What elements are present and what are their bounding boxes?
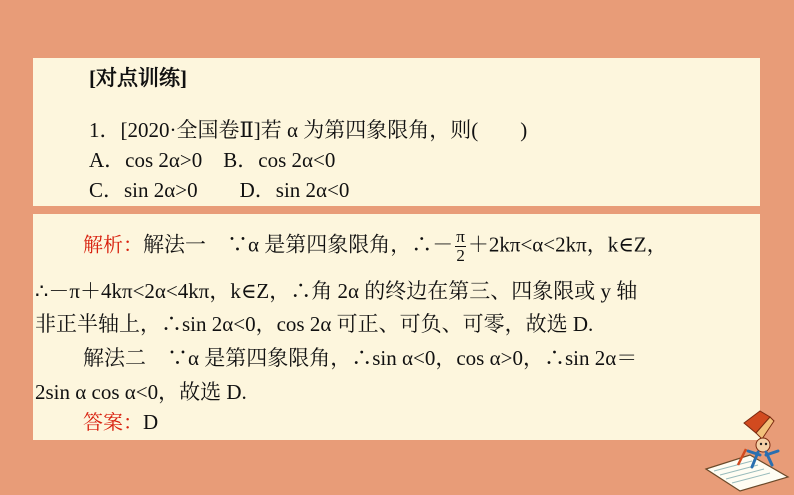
solution-line-3: 非正半轴上，∴sin 2α<0，cos 2α 可正、可负、可零，故选 D. <box>35 312 594 336</box>
solution-line-5: 2sin α cos α<0，故选 D. <box>35 380 247 404</box>
answer-label: 答案： <box>83 410 143 434</box>
fraction-numerator: π <box>456 227 465 246</box>
question-stem: 1．[2020·全国卷Ⅱ]若 α 为第四象限角，则( ) <box>89 118 528 142</box>
options-cd: C．sin 2α>0 D．sin 2α<0 <box>89 178 350 202</box>
answer-value: D <box>143 410 159 434</box>
method1-lead: 解法一 ∵α 是第四象限角，∴－ <box>143 232 454 257</box>
pencil-figure-decoration <box>700 405 790 493</box>
pi-over-2-fraction <box>455 228 466 265</box>
section-heading: [对点训练] <box>89 66 187 90</box>
options-ab: A．cos 2α>0 B．cos 2α<0 <box>89 148 336 172</box>
question-panel <box>33 58 760 206</box>
solution-line-4: 解法二 ∵α 是第四象限角，∴sin α<0，cos α>0，∴sin 2α＝ <box>83 346 638 370</box>
method1-tail: ＋2kπ<α<2kπ，k∈Z， <box>467 232 668 257</box>
answer-line <box>83 408 760 436</box>
solution-line-1 <box>83 228 754 265</box>
solution-panel <box>33 214 760 440</box>
notebook-icon <box>706 455 788 491</box>
analysis-label: 解析： <box>83 232 143 257</box>
solution-line-2: ∴－π＋4kπ<2α<4kπ，k∈Z，∴角 2α 的终边在第三、四象限或 y 轴 <box>35 279 638 303</box>
fraction-denominator: 2 <box>456 246 465 265</box>
